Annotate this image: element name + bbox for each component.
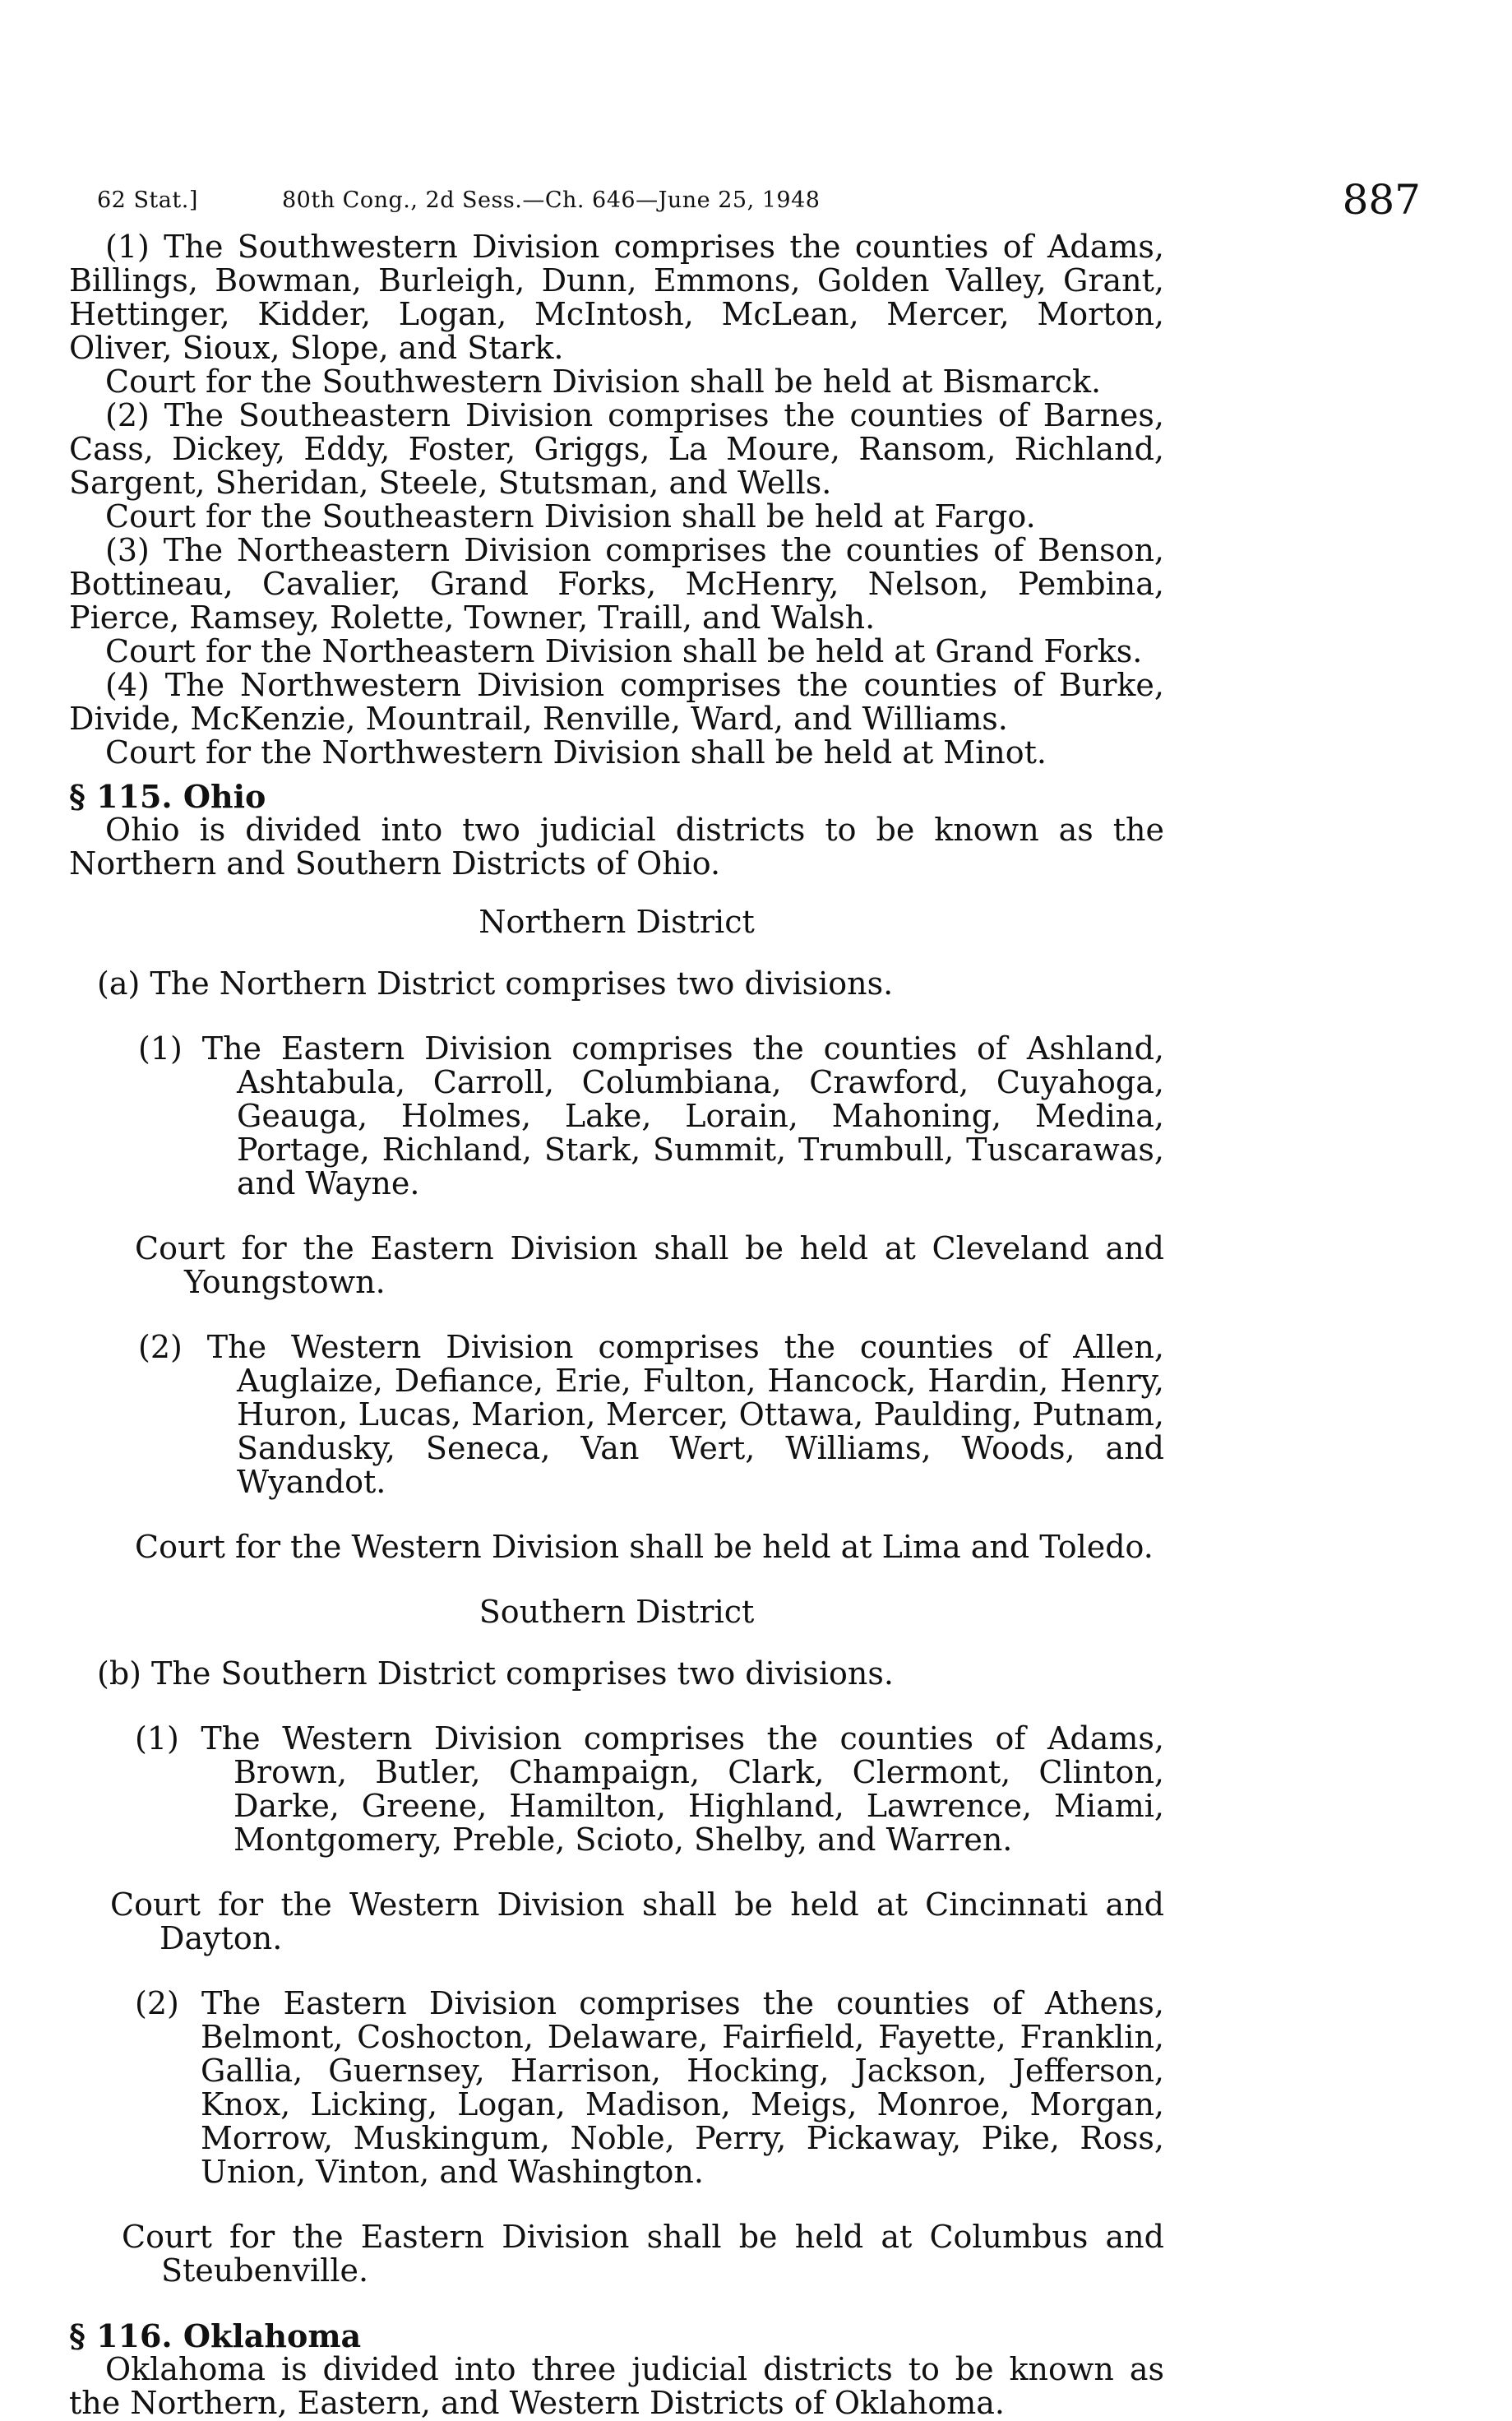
- northern-district-heading: Northern District: [479, 904, 755, 940]
- southwestern-court-paragraph: Court for the Southwestern Division shall be held at Bismarck.: [105, 363, 1102, 400]
- northwestern-court-paragraph: Court for the Northwestern Division shall be held at Minot.: [105, 734, 1047, 771]
- ohio-section-heading: § 115. Ohio: [69, 778, 266, 815]
- page-body: [69, 230, 1164, 2420]
- oklahoma-intro-paragraph: Oklahoma is divided into three judicial districts to be known as the Northern, Eastern, and Western Districts of Oklahoma.: [69, 2351, 1164, 2421]
- southeastern-court-paragraph: Court for the Southeastern Division shall be held at Fargo.: [105, 498, 1036, 535]
- northern-eastern-division: (1) The Eastern Division comprises the counties of Ashland, Ashtabula, Carroll, Columbiana, Crawford, Cuyahoga, Geauga, Holmes, Lake, Lorain, Mahoning, Medina, Portage, Richland, Stark, Summit, Trumbull, Tuscarawas, and Wayne.: [138, 1030, 1164, 1201]
- southern-eastern-division: (2) The Eastern Division comprises the counties of Athens, Belmont, Coshocton, Delaware, Fairfield, Fayette, Franklin, Gallia, Guernsey, Harrison, Hocking, Jackson, Jefferson, Knox, Licking, Logan, Madison, Meigs, Monroe, Morgan, Morrow, Muskingum, Noble, Perry, Pickaway, Pike, Ross, Union, Vinton, and Washington.: [135, 1985, 1164, 2190]
- oklahoma-section-heading: § 116. Oklahoma: [69, 2317, 362, 2354]
- southern-western-division: (1) The Western Division comprises the counties of Adams, Brown, Butler, Champaign, Clark, Clermont, Clinton, Darke, Greene, Hamilton, Highland, Lawrence, Miami, Montgomery, Preble, Scioto, Shelby, and Warren.: [135, 1720, 1164, 1858]
- southern-eastern-court: Court for the Eastern Division shall be held at Columbus and Steubenville.: [122, 2219, 1164, 2289]
- session-reference: 80th Cong., 2d Sess.—Ch. 646—June 25, 1948: [282, 187, 821, 213]
- page-header: [97, 176, 1421, 224]
- northern-western-court: Court for the Western Division shall be held at Lima and Toledo.: [135, 1529, 1154, 1565]
- northern-eastern-court: Court for the Eastern Division shall be held at Cleveland and Youngstown.: [135, 1230, 1164, 1300]
- northern-district-intro: (a) The Northern District comprises two divisions.: [97, 965, 894, 1002]
- northern-western-division: (2) The Western Division comprises the counties of Allen, Auglaize, Defiance, Erie, Fulton, Hancock, Hardin, Henry, Huron, Lucas, Marion, Mercer, Ottawa, Paulding, Putnam, Sandusky, Seneca, Van Wert, Williams, Woods, and Wyandot.: [138, 1329, 1164, 1500]
- southeastern-division-paragraph: (2) The Southeastern Division comprises the counties of Barnes, Cass, Dickey, Eddy, Foster, Griggs, La Moure, Ransom, Richland, Sargent, Sheridan, Steele, Stutsman, and Wells.: [69, 397, 1164, 501]
- ohio-intro-paragraph: Ohio is divided into two judicial districts to be known as the Northern and Southern Districts of Ohio.: [69, 812, 1164, 882]
- southwestern-division-paragraph: (1) The Southwestern Division comprises the counties of Adams, Billings, Bowman, Burleigh, Dunn, Emmons, Golden Valley, Grant, Hettinger, Kidder, Logan, McIntosh, McLean, Mercer, Morton, Oliver, Sioux, Slope, and Stark.: [69, 229, 1164, 366]
- southern-western-court: Court for the Western Division shall be held at Cincinnati and Dayton.: [110, 1886, 1164, 1956]
- northeastern-court-paragraph: Court for the Northeastern Division shall be held at Grand Forks.: [105, 633, 1143, 669]
- northwestern-division-paragraph: (4) The Northwestern Division comprises the counties of Burke, Divide, McKenzie, Mountrail, Renville, Ward, and Williams.: [69, 667, 1164, 737]
- page-number: 887: [1342, 176, 1421, 224]
- southern-district-heading: Southern District: [479, 1594, 755, 1630]
- northeastern-division-paragraph: (3) The Northeastern Division comprises the counties of Benson, Bottineau, Cavalier, Grand Forks, McHenry, Nelson, Pembina, Pierce, Ramsey, Rolette, Towner, Traill, and Walsh.: [69, 532, 1164, 636]
- southern-district-intro: (b) The Southern District comprises two divisions.: [97, 1655, 894, 1692]
- statute-reference: 62 Stat.]: [97, 187, 198, 213]
